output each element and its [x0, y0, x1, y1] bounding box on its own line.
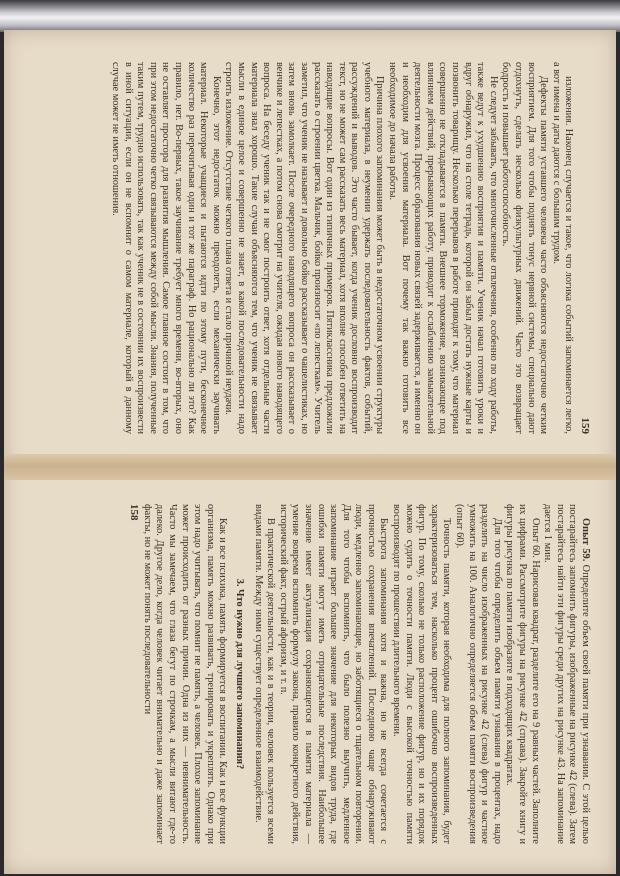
page-number: 158: [128, 504, 141, 521]
paragraph-text: Определите объем своей памяти при узнавании. С этой целью постарайтесь запомнить фигуры, изображенные на рисунке 42 (слева). Затем постарайтесь найти эти фигуры среди других на рисунке 43. На запоминание дается 1 мин.: [542, 504, 591, 844]
paragraph: Конечно, этот недостаток можно преодолеть, если механически заучивать материал. Некоторые учащиеся и пытаются идти по этому пути, бесконечное количество раз перечитывая один и тот же параграф. Но рационально ли это? Как правило, нет. Во-первых, такое заучивание требует много времени, во-вторых, оно не оставляет простора для развития мышления. Самое главное состоит в том, что при этом недостаточно четко связываются между собой мысли. Знания, полученные таким путем, трудно использовать, так как ученик не в состоянии их воспроизвести в иной ситуации, если он не вспомнит о самом материале, который в данному случае может не иметь отношения.: [110, 62, 222, 434]
paragraph: Не следует забывать, что многочисленные отвлечения, особенно по ходу работы, также ведут к ухудшению восприятия и памяти. Ученик начал готовить уроки и вдруг обнаружил, что на столе тетрадь, которой он забыл достать нужные карты и позвонить товарищу. Несколько перерывов в работе приводят к тому, что материал совершенно не откладывается в памяти. Внешнее торможение, возникающее под влиянием действий, прерывающих работу, приводит к ослаблению замыкательной деятельности мозга. Процесс образования новых связей задерживается, а именно он и необходим для усвоения материала. Вот почему так важно готовить все необходимое до начала работы.: [387, 62, 499, 434]
scanner-top-strip: [0, 0, 620, 32]
paragraph: В практической деятельности, как и в теории, человек пользуется всеми видами памяти. Между ними существует определенное взаимодействие.: [252, 504, 277, 844]
book-spread: [4, 30, 616, 874]
paragraph: Причина плохого запоминания может быть в недостаточном усвоении структуры учебного материала, в неумении удержать последовательность фактов, событий, рассуждений и выводов. Это часто бывает, когда ученик дословно воспроизводит текст, но не может сам рассказать весь материал, хотя вполне способен ответить на наводящие вопросы. Вот один из типичных примеров. Пятиклассника предложили рассказать о строении цветка. Мальчик, бойко произносит «по лепесткам». Учитель заметил, что ученик не называет и довольно бойко рассказывает о чашелистиках, но затем вновь замолкает. После очередного наводящего вопроса он рассказывает о венчике и лепестках, а потом снова смотрит на учителя, ожидая нового наводящего вопроса. На беседу ученик так и не смог построить ответ, хотя отдельные части материала знал хорошо. Такие случаи объясняются тем, что ученик не связывает мысли в единое целое и совершенно не знает, в какой последовательности надо строить изложение. Отсутствие четкого плана ответа и стало причиной неудачи.: [223, 62, 386, 434]
paragraph: Как и все психика, память формируется в воспитании. Как и все функции организма, память можно развивать, тренировать и укреплять. Однако при этом надо учитывать, что помнит не память, а человек. Плохое запоминание может происходить от разных причин. Одна из них — невнимательность. Часто мы замечаем, что глаза бегут по строчкам, а мысли витают где-то далеко. Другое дело, когда человек читает внимательно и даже запоминает факты, но не может понять последовательности: [141, 504, 229, 844]
paragraph: Опыт 60. Нарисовав квадрат, разделите его на 9 равных частей. Заполните их цифрами. Рассмотрите фигуры на рисунке 42 (справа). Закройте книгу и фигуры рисунка по памяти изобразите в подходящих квадратах.: [504, 504, 541, 844]
page-158-text: [17, 482, 605, 866]
paragraph: [541, 504, 591, 844]
paragraph: Быстрота запоминания хотя и важна, но не всегда сочетается с прочностью сохранения впечатлений. Последнюю чаще обнаруживают люди, медленно запоминающие, но заботящиеся о тщательном повторении. Для того чтобы вспомнить, что было полезно выучить, медленное запоминание играет большее значение для некоторых видов труда, где ошибки памяти могут иметь отрицательные последствия. Наибольшее значение имеет актуализация сохраняющегося в памяти материала — умение вовремя вспомнить формулу закона, правило конкретного действия, исторический факт, острый афоризм, и т. п.: [277, 504, 390, 844]
page-159-text: [17, 40, 605, 456]
page-158: [10, 478, 612, 870]
book-gutter: [4, 454, 616, 480]
paragraph: изложения. Наконец случается и такое, что логика событий запоминается легко, а вот имена и даты даются с большим трудом.: [550, 62, 575, 434]
paragraph: Для того чтобы определить объем памяти узнавания в процентах, надо разделить на число изображенных на рисунке 42 (слева) фигур и частное умножить на 100. Аналогично определяется объем памяти воспроизведения (опыт 60).: [454, 504, 503, 844]
section-heading: 3. Что нужно для лучшего запоминания?: [233, 578, 245, 770]
paragraph: Дефекты памяти уставшего человека часто объясняются недостаточно четким восприятием. Для того чтобы поднять тонус нервной системы, специально дают отдохнуть, сделать несколько физкультурных движений. Часто это возвращает бодрость и повышает работоспособность.: [500, 62, 550, 434]
paragraph: Точность памяти, которая необходима для полного запоминания, будет характеризоваться тем, насколько процент ошибочно воспроизведенных фигур. По тому, сколько не только расположение фигур, но и их порядок можно судить о точности памяти. Люди с высокой точностью памяти воспроизводят по прошествии длительного времени.: [391, 504, 453, 844]
page-159: [10, 36, 612, 460]
page-number: 159: [579, 417, 591, 434]
experiment-label: Опыт 59.: [580, 518, 591, 562]
